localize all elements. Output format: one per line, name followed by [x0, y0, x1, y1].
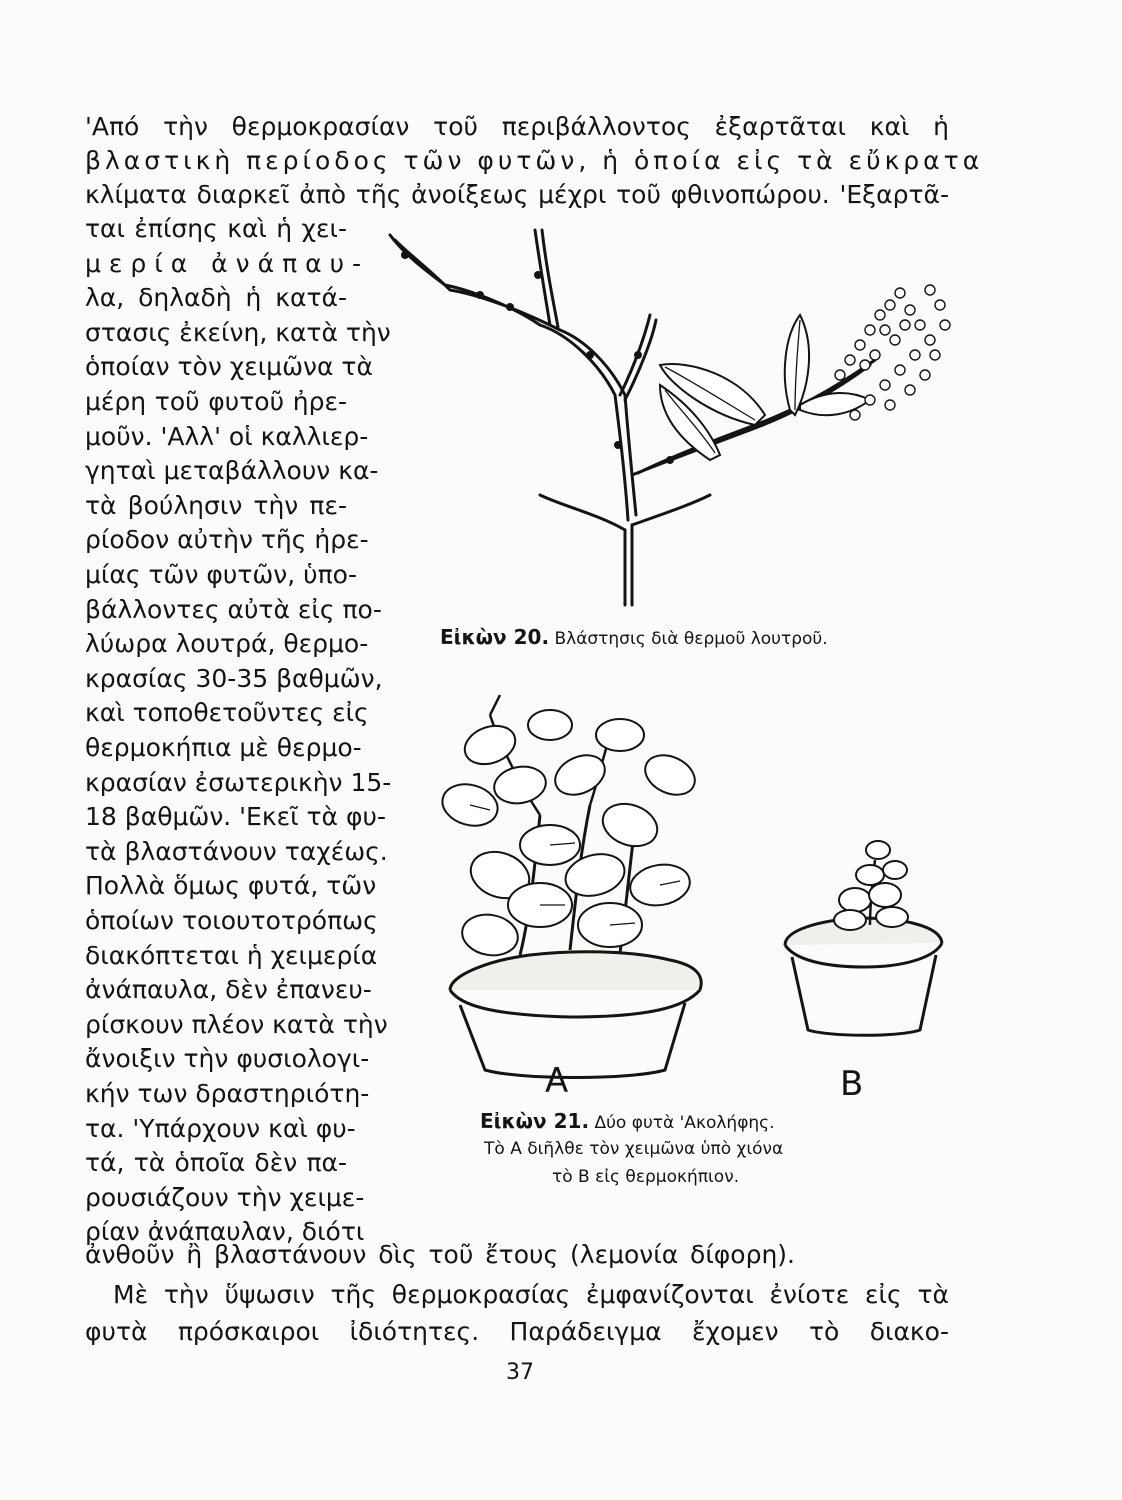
- text-line: ται ἐπίσης καὶ ἡ χει-: [85, 214, 347, 243]
- plant-b-label: Β: [840, 1064, 864, 1104]
- figure-21-caption-line3: τὸ Β εἰς θερμοκήπιον.: [552, 1167, 740, 1187]
- text-line: ἀνθοῦν ἢ βλαστάνουν δὶς τοῦ ἔτους (λεμονία δίφορη).: [85, 1240, 795, 1269]
- text-line: βάλλοντες αὐτὰ εἰς πο-: [85, 594, 382, 624]
- text-line: φυτὰ πρόσκαιροι ἰδιότητες. Παράδειγμα ἔχομεν τὸ διακο-: [85, 1317, 949, 1346]
- text-line: κλίματα διαρκεῖ ἀπὸ τῆς ἀνοίξεως μέχρι τοῦ φθινοπώρου. 'Εξαρτᾶ-: [85, 180, 949, 209]
- text-line: βλαστικὴ περίοδος τῶν φυτῶν, ἡ ὁποία εἰς τὰ εὔκρατα: [85, 146, 984, 175]
- text-line: ρίαν ἀνάπαυλαν, διότι: [85, 1217, 365, 1247]
- text-line: Πολλὰ ὅμως φυτά, τῶν: [85, 871, 377, 901]
- text-line: θερμοκήπια μὲ θερμο-: [85, 733, 362, 762]
- text-line: λα, δηλαδὴ ἡ κατά-: [85, 283, 347, 313]
- text-line: τὰ βλαστάνουν ταχέως.: [85, 836, 388, 866]
- figure-20-branch-illustration: [370, 215, 960, 615]
- figure-21-plants-illustration: [430, 685, 960, 1085]
- figure-20-caption: [440, 626, 828, 650]
- page-number: 37: [506, 1360, 534, 1385]
- text-line: ἀνάπαυλα, δὲν ἐπανευ-: [85, 975, 372, 1005]
- figure-20-label: Εἰκὼν 20.: [440, 625, 550, 649]
- plant-a-label: Α: [545, 1061, 569, 1101]
- text-line: μίας τῶν φυτῶν, ὑπο-: [85, 560, 357, 589]
- text-line: μοῦν. 'Αλλ' οἱ καλλιερ-: [85, 421, 369, 451]
- figure-21-caption-line2: Τὸ Α διῆλθε τὸν χειμῶνα ὑπὸ χιόνα: [484, 1139, 784, 1159]
- plant-b: [785, 860, 942, 1035]
- text-line: καὶ τοποθετοῦντες εἰς: [85, 698, 369, 728]
- text-line: τά, τὰ ὁποῖα δὲν πα-: [85, 1148, 347, 1178]
- text-line: κρασίαν ἐσωτερικὴν 15-: [85, 767, 392, 797]
- text-line: ρίσκουν πλέον κατὰ τὴν: [85, 1009, 388, 1039]
- text-line: 'Από τὴν θερμοκρασίαν τοῦ περιβάλλοντος ἐξαρτᾶται καὶ ἡ: [85, 112, 949, 141]
- figure-21-label: Εἰκὼν 21.: [480, 1109, 590, 1133]
- text-line: ρουσιάζουν τὴν χειμε-: [85, 1182, 365, 1212]
- text-line: διακόπτεται ἡ χειμερία: [85, 940, 378, 970]
- text-line: κήν των δραστηριότη-: [85, 1079, 370, 1108]
- text-line: λύωρα λουτρά, θερμο-: [85, 629, 369, 659]
- text-line: τὰ βούλησιν τὴν πε-: [85, 490, 347, 520]
- text-line: μερία ἀνάπαυ-: [85, 248, 370, 278]
- text-line: τα. 'Υπάρχουν καὶ φυ-: [85, 1113, 356, 1143]
- text-line: ὁποίαν τὸν χειμῶνα τὰ: [85, 352, 373, 382]
- text-line: κρασίας 30-35 βαθμῶν,: [85, 663, 383, 693]
- figure-20-caption-text: Βλάστησις διὰ θερμοῦ λουτροῦ.: [554, 629, 828, 649]
- text-line: στασις ἐκείνη, κατὰ τὴν: [85, 317, 391, 347]
- text-line: μέρη τοῦ φυτοῦ ἠρε-: [85, 387, 347, 416]
- text-line: γηταὶ μεταβάλλουν κα-: [85, 456, 379, 486]
- text-line: ρίοδον αὐτὴν τῆς ἠρε-: [85, 525, 369, 555]
- text-line: Μὲ τὴν ὕψωσιν τῆς θερμοκρασίας ἐμφανίζονται ἐνίοτε εἰς τὰ: [113, 1280, 949, 1309]
- figure-21-caption-text: Δύο φυτὰ 'Ακολήφης.: [594, 1113, 775, 1133]
- text-line: ἄνοιξιν τὴν φυσιολογι-: [85, 1044, 370, 1074]
- text-line: ὁποίων τοιουτοτρόπως: [85, 906, 378, 935]
- text-line: 18 βαθμῶν. 'Εκεῖ τὰ φυ-: [85, 802, 386, 832]
- figure-21-caption-line1: [480, 1110, 775, 1134]
